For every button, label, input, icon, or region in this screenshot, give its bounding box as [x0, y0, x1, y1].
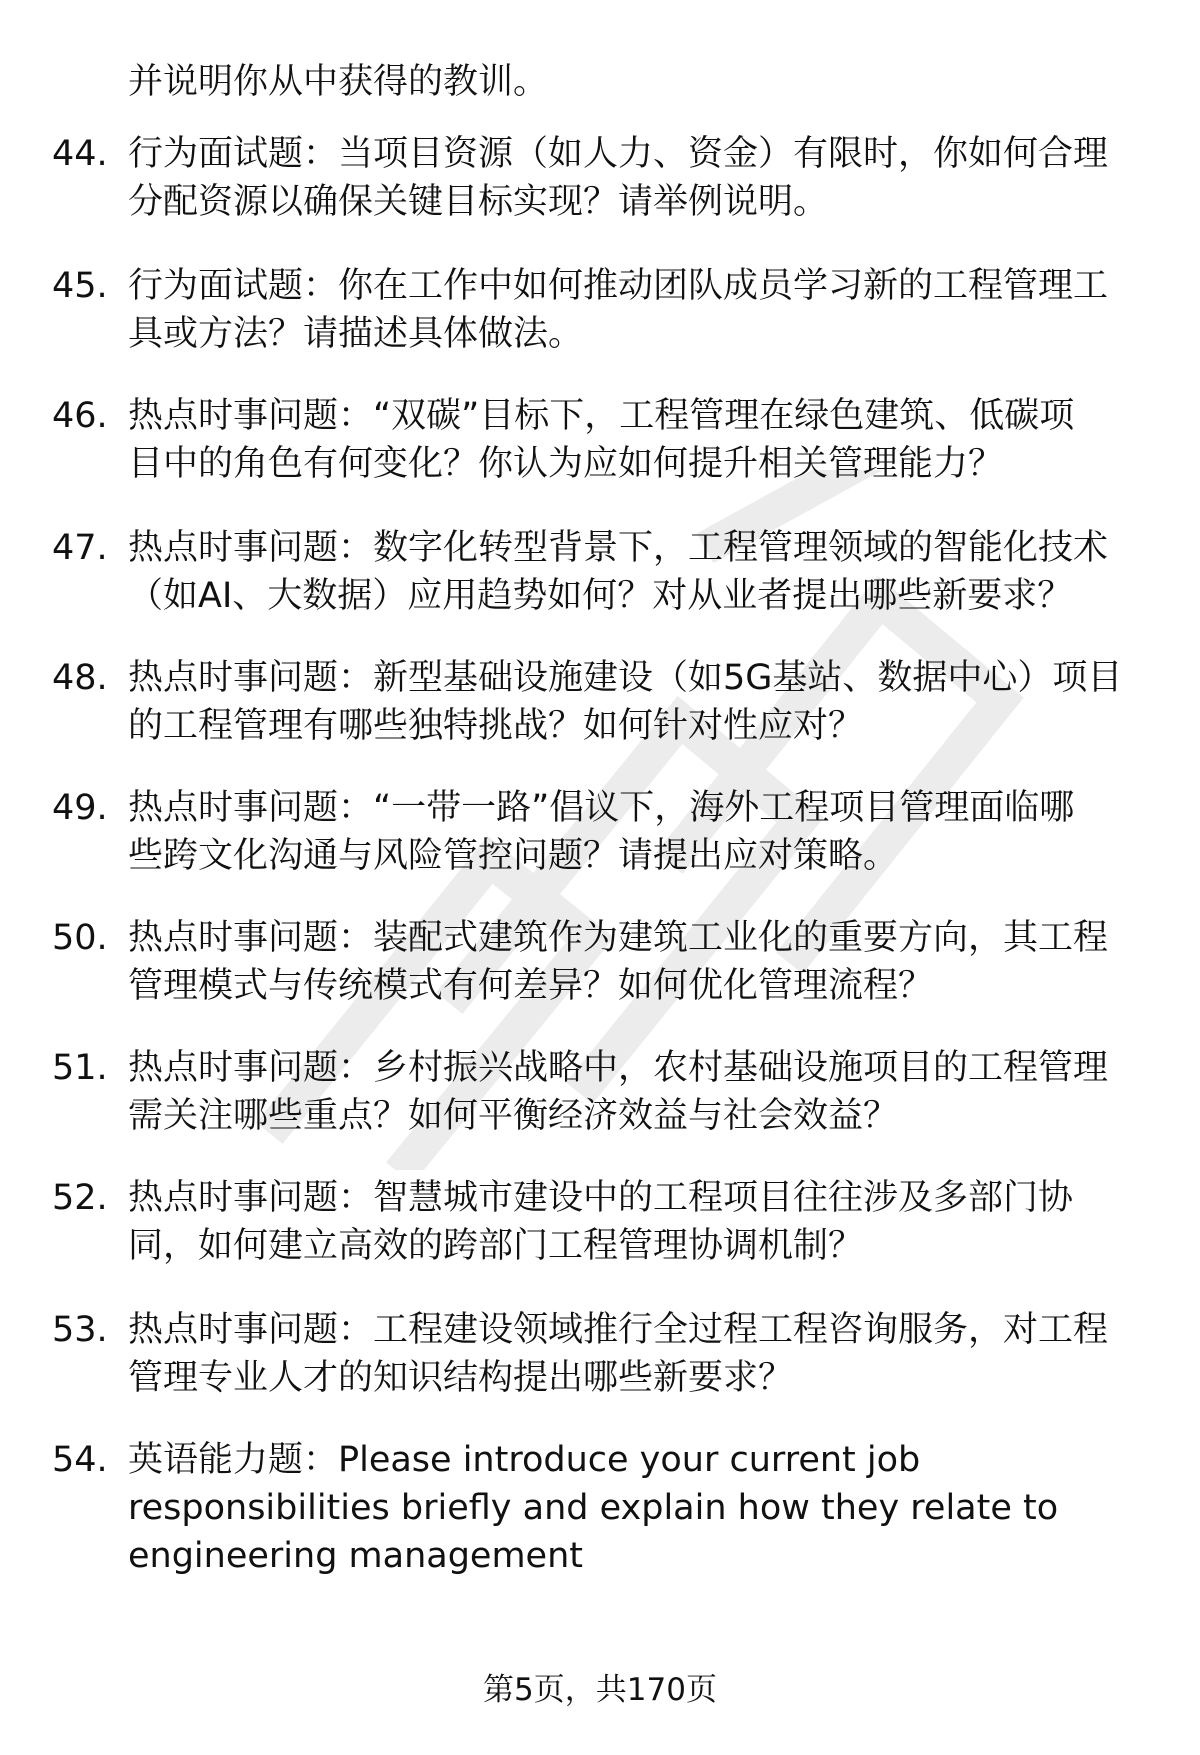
question-number: 49.: [52, 788, 108, 828]
question-text-line: 热点时事问题：工程建设领域推行全过程工程咨询服务，对工程: [128, 1310, 1109, 1350]
question-number: 50.: [52, 918, 108, 958]
question-number: 44.: [52, 134, 108, 174]
question-text-line: （如AI、大数据）应用趋势如何？对从业者提出哪些新要求？: [128, 576, 1073, 616]
question-text-line: 管理专业人才的知识结构提出哪些新要求？: [128, 1358, 794, 1398]
question-text-line: engineering management: [128, 1536, 583, 1576]
question-text-line: 管理模式与传统模式有何差异？如何优化管理流程？: [128, 966, 934, 1006]
question-number: 54.: [52, 1440, 108, 1480]
question-text-line: 行为面试题：你在工作中如何推动团队成员学习新的工程管理工: [128, 266, 1109, 306]
question-text-line: 英语能力题：Please introduce your current job: [128, 1440, 921, 1480]
question-text-line: responsibilities briefly and explain how they relate to: [128, 1488, 1059, 1528]
page-footer: 第5页，共170页: [483, 1672, 717, 1708]
question-text-line: 热点时事问题：“一带一路”倡议下，海外工程项目管理面临哪: [128, 788, 1075, 828]
question-number: 46.: [52, 396, 108, 436]
question-text-line: 热点时事问题：智慧城市建设中的工程项目往往涉及多部门协: [128, 1178, 1074, 1218]
question-number: 53.: [52, 1310, 108, 1350]
question-number: 45.: [52, 266, 108, 306]
question-text-line: 热点时事问题：数字化转型背景下，工程管理领域的智能化技术: [128, 528, 1109, 568]
question-number: 51.: [52, 1048, 108, 1088]
question-text-line: 需关注哪些重点？如何平衡经济效益与社会效益？: [128, 1096, 899, 1136]
question-text-line: 些跨文化沟通与风险管控问题？请提出应对策略。: [128, 836, 899, 876]
question-number: 47.: [52, 528, 108, 568]
question-text-line: 热点时事问题：装配式建筑作为建筑工业化的重要方向，其工程: [128, 918, 1109, 958]
question-text-line: 热点时事问题：乡村振兴战略中，农村基础设施项目的工程管理: [128, 1048, 1109, 1088]
question-text-line: 热点时事问题：“双碳”目标下，工程管理在绿色建筑、低碳项: [128, 396, 1075, 436]
question-text-line: 目中的角色有何变化？你认为应如何提升相关管理能力？: [128, 444, 1004, 484]
question-number: 52.: [52, 1178, 108, 1218]
question-text-line: 行为面试题：当项目资源（如人力、资金）有限时，你如何合理: [128, 134, 1109, 174]
question-text-line: 分配资源以确保关键目标实现？请举例说明。: [128, 182, 829, 222]
question-number: 48.: [52, 658, 108, 698]
question-text-line: 的工程管理有哪些独特挑战？如何针对性应对？: [128, 706, 864, 746]
question-text-line: 热点时事问题：新型基础设施建设（如5G基站、数据中心）项目: [128, 658, 1123, 698]
continuation-text: 并说明你从中获得的教训。: [128, 62, 549, 102]
question-text-line: 同，如何建立高效的跨部门工程管理协调机制？: [128, 1226, 864, 1266]
question-text-line: 具或方法？请描述具体做法。: [128, 314, 584, 354]
